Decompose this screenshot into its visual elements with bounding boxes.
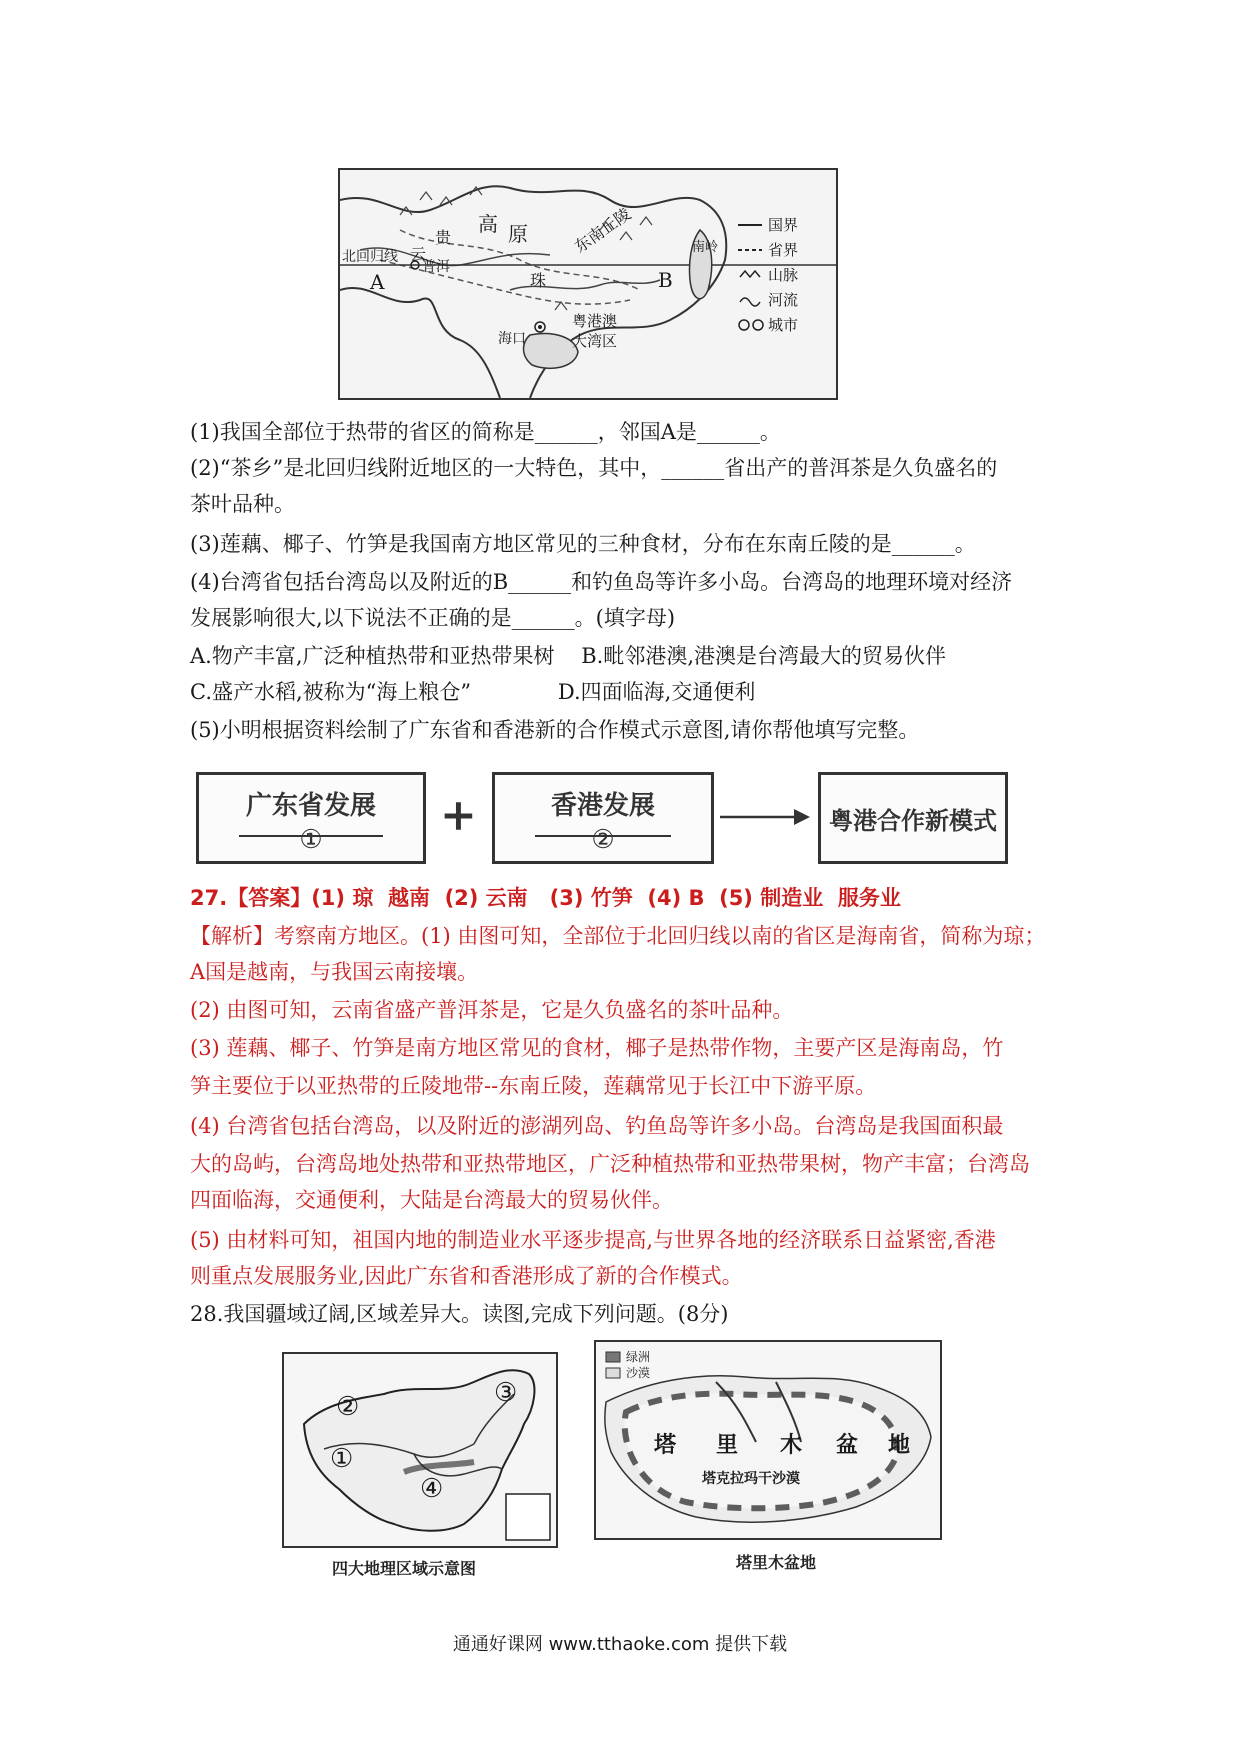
desert-label: 塔克拉玛干沙漠 [702,1471,800,1487]
tarim-basin-caption: 塔里木盆地 [736,1553,817,1572]
map-label-gui: 贵 [435,228,452,247]
tarim-basin-map [594,1340,942,1540]
arrow-icon [716,802,816,832]
four-regions-map [282,1352,558,1548]
map-label-plateau: 高 [478,212,498,236]
answer-line: (2) 由图可知，云南省盛产普洱茶是，它是久负盛名的茶叶品种。 [190,998,794,1022]
answer-line: 【解析】考察南方地区。(1) 由图可知，全部位于北回归线以南的省区是海南省，简称为琼； [190,924,1046,948]
flow-box-title: 广东省发展 [245,791,376,821]
answer-heading: 27.【答案】(1) 琼 越南 (2) 云南 (3) 竹笋 (4) B (5) 制造业 服务业 [190,886,901,910]
question-line: (4)台湾省包括台湾岛以及附近的B______和钓鱼岛等许多小岛。台湾岛的地理环境对经济 [190,570,1013,594]
map-label-a: A [370,270,385,294]
region-number: ③ [494,1378,518,1408]
question-option: A.物产丰富,广泛种植热带和亚热带果树 B.毗邻港澳,港澳是台湾最大的贸易伙伴 [190,644,946,668]
four-regions-caption: 四大地理区域示意图 [332,1559,477,1578]
answer-line: (5) 由材料可知，祖国内地的制造业水平逐步提高,与世界各地的经济联系日益紧密,香港 [190,1228,996,1252]
map-label-haikou: 海口 [498,331,526,347]
map-label-plateau: 原 [508,222,528,246]
legend-province-label: 省界 [768,241,799,259]
question-line: (3)莲藕、椰子、竹笋是我国南方地区常见的三种食材，分布在东南丘陵的是______。 [190,532,976,556]
region-number: ① [330,1444,354,1474]
map-label-bay: 粤港澳 [572,312,618,330]
plus-sign: + [440,790,477,841]
tarim-label: 木 [780,1432,803,1458]
map-label-b: B [658,268,673,292]
question-28: 28.我国疆域辽阔,区域差异大。读图,完成下列问题。(8分) [190,1302,729,1326]
south-china-map-drawing [340,170,836,398]
legend-city-label: 城市 [768,316,799,334]
question-line: 茶叶品种。 [190,492,295,516]
answer-line: 大的岛屿，台湾岛地处热带和亚热带地区，广泛种植热带和亚热带果树，物产丰富；台湾岛 [190,1152,1030,1176]
answer-line: 四面临海，交通便利，大陆是台湾最大的贸易伙伴。 [190,1188,673,1212]
answer-line: 笋主要位于以亚热带的丘陵地带--东南丘陵，莲藕常见于长江中下游平原。 [190,1074,877,1098]
map-label-pearl: 珠 [530,271,547,290]
tarim-label: 地 [888,1432,911,1458]
map-label-bay2: 大湾区 [572,332,618,350]
legend-mountain-label: 山脉 [768,266,799,284]
question-option: C.盛产水稻,被称为“海上粮仓” D.四面临海,交通便利 [190,680,756,704]
map-label-southeast-hills: 东南丘陵 [570,204,635,257]
map-label-puer: 普洱 [422,259,450,275]
question-line: (5)小明根据资料绘制了广东省和香港新的合作模式示意图,请你帮他填写完整。 [190,718,920,742]
legend-river-label: 河流 [768,291,799,309]
map-label-nanling: 南岭 [692,240,719,255]
question-line: (2)“茶乡”是北回归线附近地区的一大特色，其中，______省出产的普洱茶是久负盛名的 [190,456,998,480]
map-label-yun: 云 [410,245,427,264]
blank-number: ② [591,825,615,855]
tarim-label: 里 [716,1432,739,1458]
blank-number: ① [299,825,323,855]
question-line: 发展影响很大,以下说法不正确的是______。(填字母) [190,606,676,630]
legend-oasis-label: 绿洲 [626,1350,651,1364]
region-number: ④ [420,1474,444,1504]
legend-desert-label: 沙漠 [626,1366,651,1380]
region-number: ② [336,1392,360,1422]
flow-box-title: 粤港合作新模式 [829,807,997,835]
footer-text: 通通好课网 www.tthaoke.com 提供下载 [452,1634,788,1655]
legend-border-label: 国界 [768,216,799,234]
tarim-label: 盆 [836,1432,859,1458]
map-label-tropic: 北回归线 [342,249,398,265]
tarim-label: 塔 [654,1432,677,1458]
answer-line: 则重点发展服务业,因此广东省和香港形成了新的合作模式。 [190,1264,743,1288]
answer-line: (3) 莲藕、椰子、竹笋是南方地区常见的食材，椰子是热带作物，主要产区是海南岛，竹 [190,1036,1004,1060]
flow-box-title: 香港发展 [550,791,655,821]
question-line: (1)我国全部位于热带的省区的简称是______，邻国A是______。 [190,420,781,444]
south-china-map [338,168,838,400]
flow-box-new-mode [818,772,1008,864]
flow-box-hongkong [492,772,714,864]
flow-box-guangdong [196,772,426,864]
answer-line: (4) 台湾省包括台湾岛，以及附近的澎湖列岛、钓鱼岛等许多小岛。台湾岛是我国面积最 [190,1114,1004,1138]
answer-line: A国是越南，与我国云南接壤。 [190,960,479,984]
